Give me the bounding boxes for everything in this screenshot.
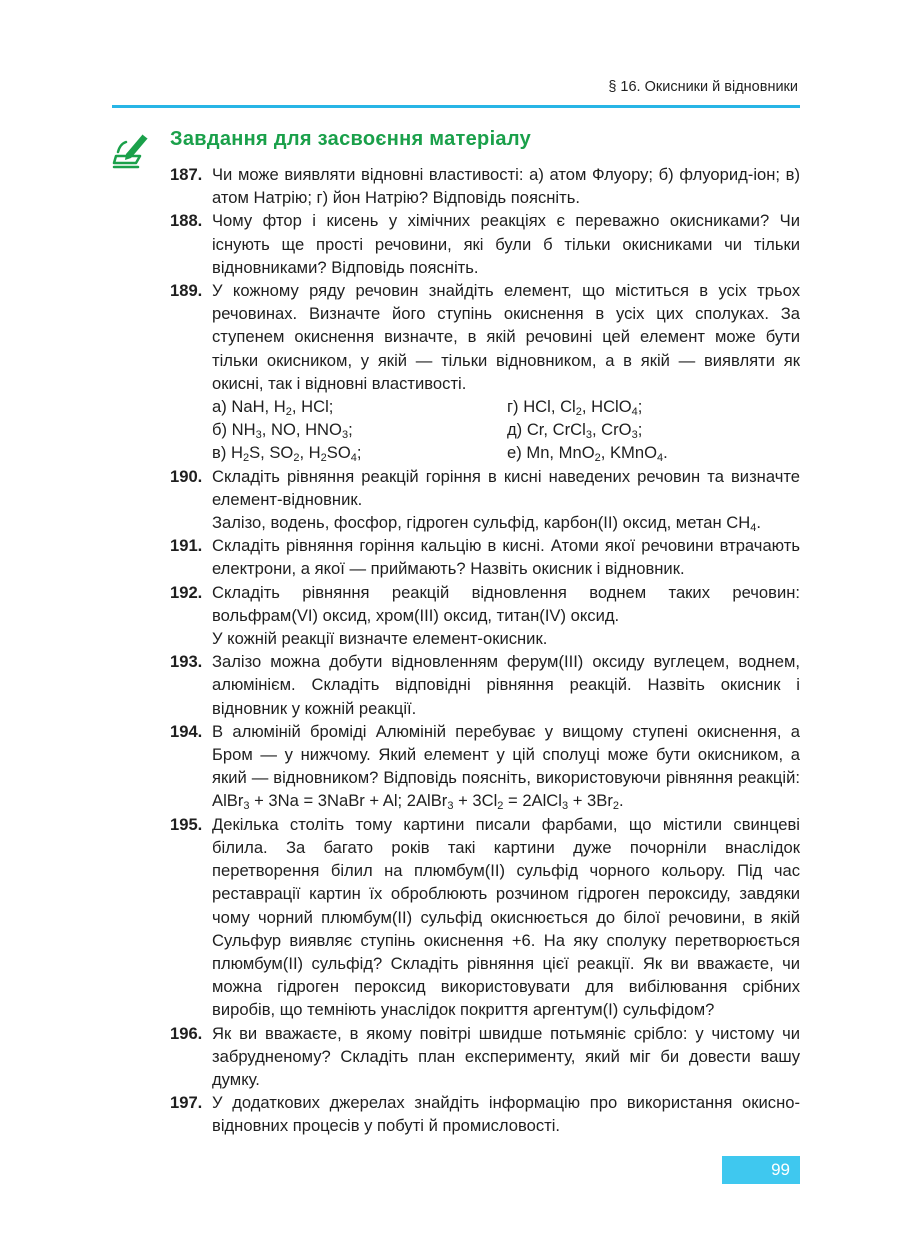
row-e: е) Mn, MnO$_2$, KMnO$_4$.: [507, 443, 668, 465]
task-text: Складіть рівняння реакцій відновлення воднем таких речовин: вольфрам(VI) оксид, хром(ІІІ) оксид, титан(IV) оксид.: [212, 582, 800, 625]
task-number: 192.: [170, 582, 203, 602]
task-188: [170, 209, 800, 279]
task-number: 187.: [170, 165, 203, 184]
row-v: в) $H_2S$, $SO_2$, $H_2SO_4$;: [212, 443, 362, 465]
substance-rows: [212, 395, 800, 465]
task-text: Залізо можна добути відновленням ферум(ІІІ) оксиду вуглецем, воднем, алюмінієм. Складіть відповідні рівняння реакцій. Назвіть окисник і відновник у кожній реакції.: [212, 652, 800, 718]
task-194: [170, 720, 800, 813]
task-number: 190.: [170, 466, 203, 486]
task-text: Складіть рівняння горіння кальцію в кисні. Атоми якої речовини втрачають електрони, а якої — приймають? Назвіть окисник і відновник.: [212, 536, 800, 579]
task-text: Складіть рівняння реакцій горіння в кисні наведених речовин та визначте елемент-відновник.: [212, 466, 800, 509]
task-text-2: У кожній реакції визначте елемент-окисник.: [212, 629, 548, 649]
task-substances: Залізо, водень, фосфор, гідроген сульфід, карбон(ІІ) оксид, метан $CH_4$.: [212, 513, 762, 535]
task-number: 196.: [170, 1023, 203, 1043]
row-b: б) $NH_3$, NO, $HNO_3$;: [212, 420, 353, 442]
task-187: [170, 163, 800, 209]
task-text: Чи може виявляти відновні властивості: а) атом Флуору; б) флуорид-іон; в) атом Натрію; г) йон Натрію? Відповідь поясніть.: [212, 165, 800, 208]
task-text: У додаткових джерелах знайдіть інформацію про використання окисно-відновних процесів у побуті й промисловості.: [212, 1093, 800, 1136]
task-text: Як ви вважаєте, в якому повітрі швидше потьмяніє срібло: у чистому чи забрудненому? Складіть план експерименту, який міг би довести вашу думку.: [212, 1023, 800, 1089]
task-number: 188.: [170, 211, 203, 231]
task-number: 193.: [170, 652, 203, 672]
task-196: [170, 1022, 800, 1092]
task-190: [170, 465, 800, 535]
task-number: 191.: [170, 536, 203, 556]
header-divider: [112, 105, 800, 108]
section-title: Завдання для засвоєння матеріалу: [170, 128, 532, 150]
task-192: [170, 581, 800, 651]
task-195: [170, 813, 800, 1022]
task-text: Декілька століть тому картини писали фарбами, що містили свинцеві білила. За багато років такі картини дуже почорніли внаслідок перетворення білил на плюмбум(ІІ) сульфід чорного кольору. Під час реставрації картин їх оброблюють розчином гідроген пероксиду, завдяки чому чорний плюмбум(ІІ) сульфід окиснюється до білої речовини, в якій Сульфур виявляє ступінь окиснення +6. На яку сполуку перетворюється плюмбум(ІІ) сульфід? Складіть рівняння цієї реакції. Як ви вважаєте, чи можна гідроген пероксид використовувати для вибілювання срібних виробів, що темніють унаслідок покриття аргентум(І) сульфідом?: [212, 814, 800, 1020]
task-number: 194.: [170, 721, 203, 741]
task-text: В алюміній броміді Алюміній перебуває у вищому ступені окиснення, а Бром — у нижчому. Який елемент у цій сполуці може бути окисником, а який — відновником? Відповідь поясніть, використовуючи рівняння реакцій: AlBr$_3$ + 3Na = 3NaBr + Al; 2AlBr$_3$ + $3Cl_2$ = 2AlCl$_3$ + $3Br_2$.: [212, 721, 800, 813]
task-number: 195.: [170, 814, 203, 834]
task-number: 189.: [170, 281, 203, 301]
task-number: 197.: [170, 1093, 203, 1113]
task-189: [170, 279, 800, 465]
page-number-box: [722, 1156, 800, 1184]
task-list: [170, 163, 800, 1138]
row-g: г) HCl, $Cl_2$, HClO$_4$;: [507, 397, 643, 419]
task-191: [170, 534, 800, 580]
task-text: У кожному ряду речовин знайдіть елемент, що міститься в усіх трьох речовинах. Визначте його ступінь окиснення в усіх цих сполуках. За ступенем окиснення визначте, в якій речовині цей елемент може бути тільки окисником, у якій — тільки відновником, а в якій — виявляти як окисні, так і відновні властивості.: [212, 281, 800, 393]
row-d: д) Cr, CrCl$_3$, CrO$_3$;: [507, 420, 643, 442]
task-193: [170, 650, 800, 720]
page-number: 99: [771, 1160, 790, 1179]
task-197: [170, 1091, 800, 1137]
section-header-title: § 16. Окисники й відновники: [608, 79, 798, 95]
pencil-notepad-icon: [112, 130, 152, 170]
row-a: а) NaH, $H_2$, HCl;: [212, 397, 334, 419]
task-text: Чому фтор і кисень у хімічних реакціях є переважно окисниками? Чи існують ще прості речовини, які були б тільки окисниками чи тільки відновниками? Відповідь поясніть.: [212, 211, 800, 277]
